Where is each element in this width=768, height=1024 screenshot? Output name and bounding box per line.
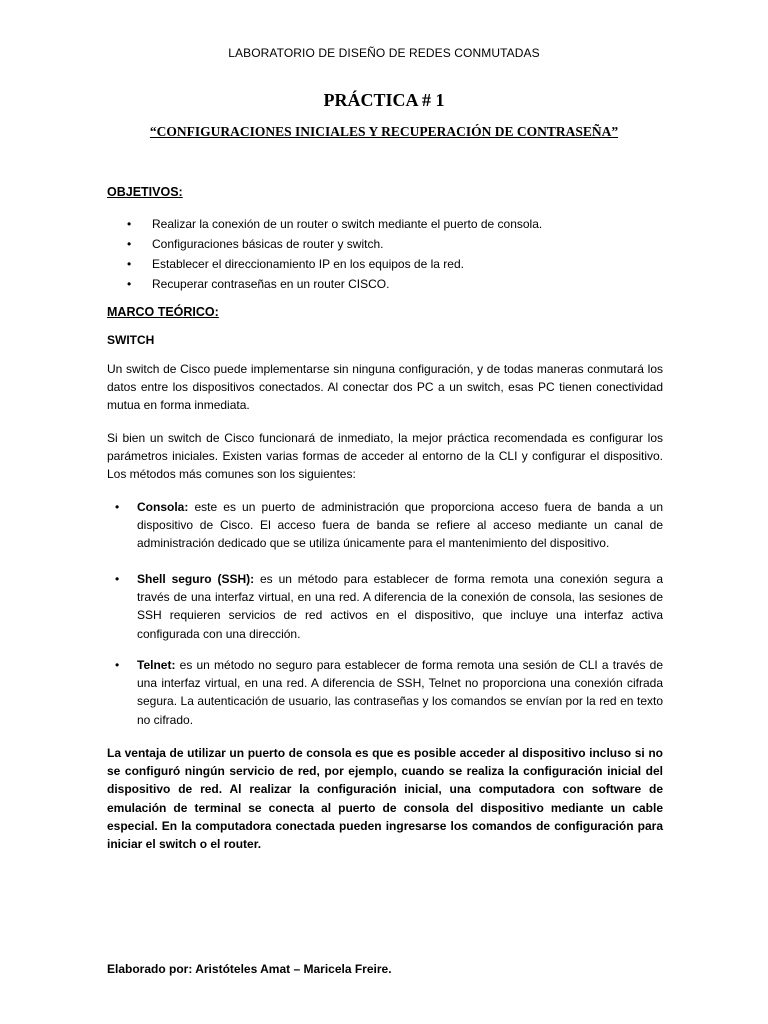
objective-item: • Realizar la conexión de un router o switch mediante el puerto de consola.: [107, 214, 663, 234]
bullet-icon: •: [127, 237, 132, 251]
paragraph-console-advantage: La ventaja de utilizar un puerto de consola es que es posible acceder al dispositivo incluso si no se configuró ningún servicio de red, por ejemplo, cuando se realiza la configuración inicial del dispositivo de red. Al realizar la configuración inicial, una computadora con software de emulación de terminal se conecta al puerto de consola del dispositivo mediante un cable especial. En la computadora conectada pueden ingresarse los comandos de configuración para iniciar el switch o el router.: [107, 746, 663, 852]
objective-item: • Configuraciones básicas de router y switch.: [107, 234, 663, 254]
objective-item: • Establecer el direccionamiento IP en los equipos de la red.: [107, 254, 663, 274]
paragraph-methods-intro: Si bien un switch de Cisco funcionará de inmediato, la mejor práctica recomendada es configurar los parámetros iniciales. Existen varias formas de acceder al entorno de la CLI y configurar el dispositivo. Los métodos más comunes son los siguientes:: [107, 431, 663, 482]
objectives-heading: OBJETIVOS:: [107, 185, 183, 199]
bullet-icon: •: [127, 277, 132, 291]
method-item-ssh: • Shell seguro (SSH): es un método para establecer de forma remota una conexión segura a través de una interfaz virtual, en una red. A diferencia de la conexión de consola, las sesiones de SSH requieren servicios de red activos en el dispositivo, que incluye una interfaz activa configurada con una dirección.: [115, 572, 663, 641]
bullet-icon: •: [127, 257, 132, 271]
lab-title: LABORATORIO DE DISEÑO DE REDES CONMUTADAS: [228, 46, 540, 60]
switch-subheading: SWITCH: [107, 333, 155, 347]
bullet-icon: •: [115, 658, 120, 672]
method-item-telnet: • Telnet: es un método no seguro para establecer de forma remota una sesión de CLI a través de una interfaz virtual, en una red. A diferencia de SSH, Telnet no proporciona una conexión cifrada segura. La autenticación de usuario, las contraseñas y los comandos se envían por la red en texto no cifrado.: [115, 658, 663, 727]
paragraph-intro: Un switch de Cisco puede implementarse sin ninguna configuración, y de todas maneras conmutará los datos entre los dispositivos conectados. Al conectar dos PC a un switch, esas PC tienen conectividad mutua en forma inmediata.: [107, 362, 663, 413]
bullet-icon: •: [127, 217, 132, 231]
practice-title: PRÁCTICA # 1: [323, 90, 445, 110]
method-item-console: • Consola: este es un puerto de administración que proporciona acceso fuera de banda a un dispositivo de Cisco. El acceso fuera de banda se refiere al acceso mediante un canal de administración dedicado que se utiliza únicamente para el mantenimiento del dispositivo.: [115, 500, 663, 551]
theory-heading: MARCO TEÓRICO:: [107, 305, 219, 319]
bullet-icon: •: [115, 572, 120, 586]
bullet-icon: •: [115, 500, 120, 514]
objective-item: • Recuperar contraseñas en un router CISCO.: [107, 274, 663, 294]
objectives-list: [107, 214, 663, 294]
practice-subtitle: “CONFIGURACIONES INICIALES Y RECUPERACIÓN DE CONTRASEÑA”: [149, 124, 619, 139]
footer-credits: Elaborado por: Aristóteles Amat – Maricela Freire.: [107, 962, 392, 976]
